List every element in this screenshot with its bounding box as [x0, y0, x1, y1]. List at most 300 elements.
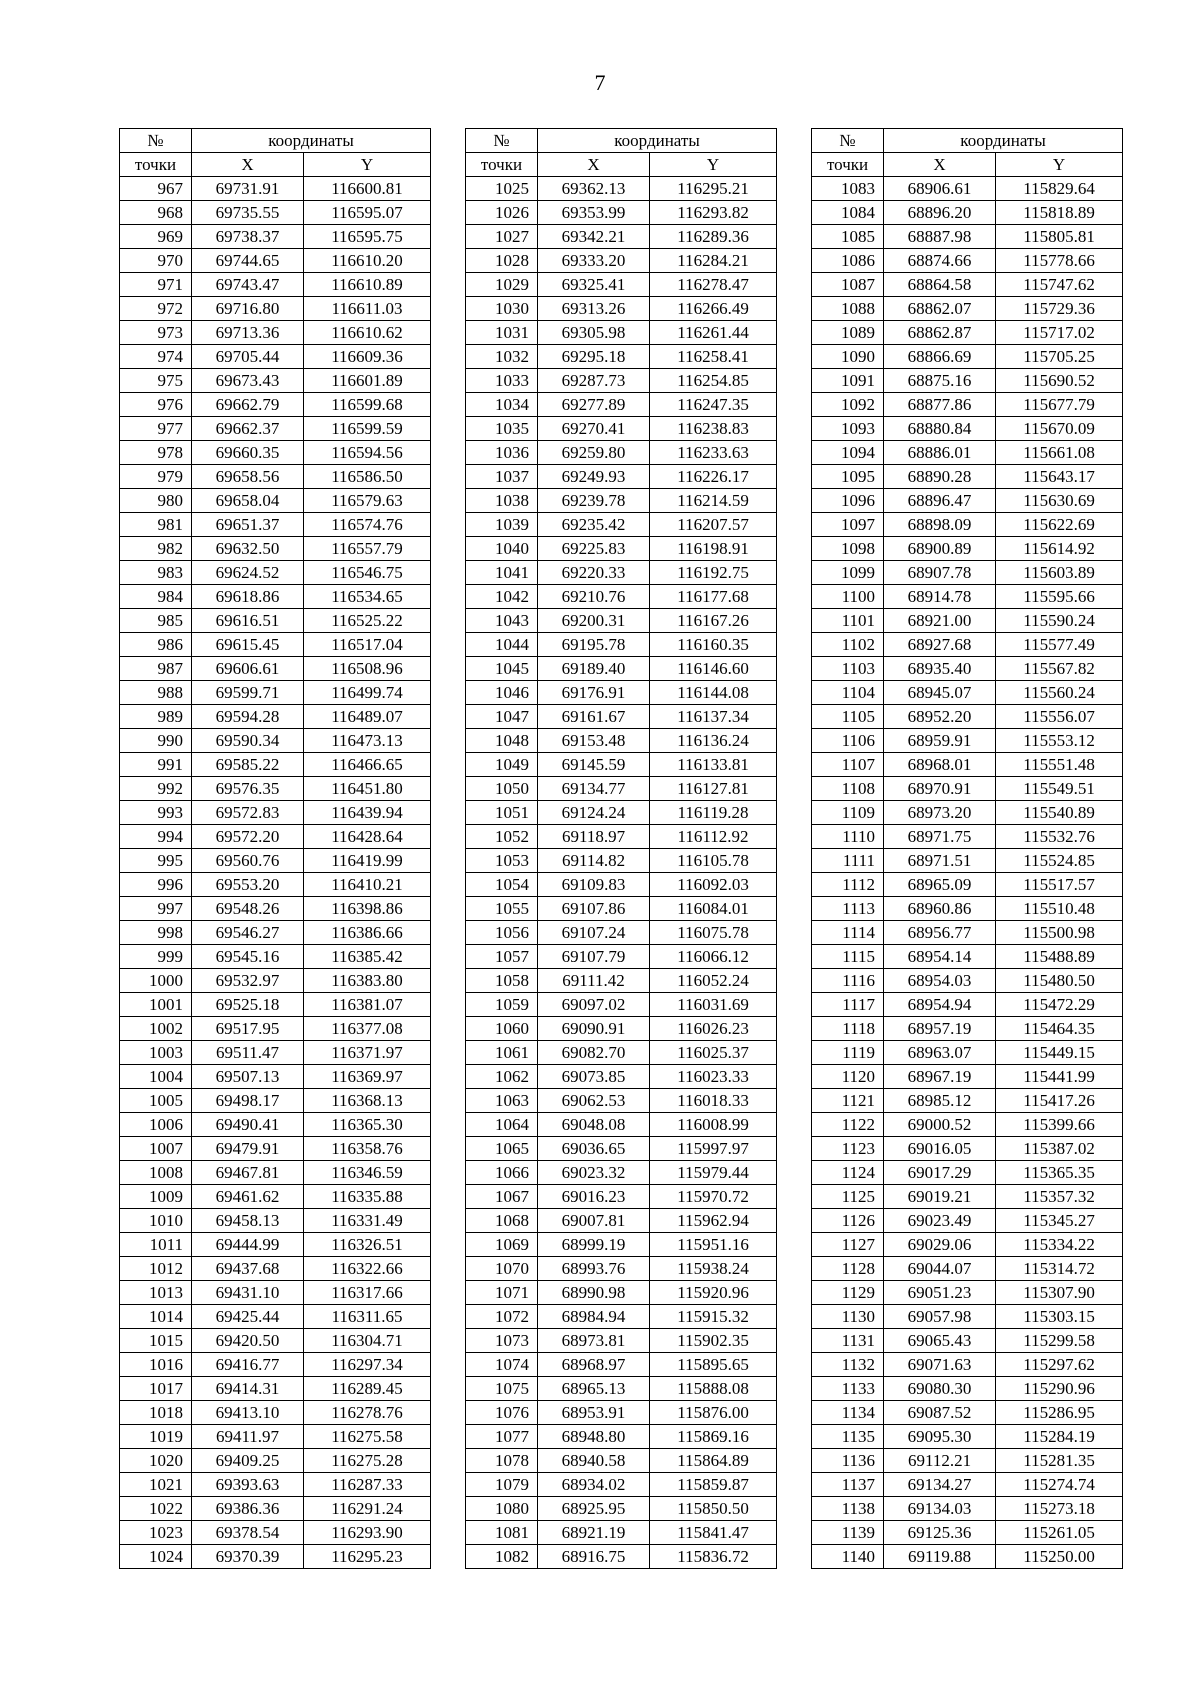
y-coordinate: 115284.19 — [996, 1425, 1123, 1449]
x-coordinate: 69305.98 — [538, 321, 650, 345]
table-row — [812, 945, 1123, 969]
table-row — [120, 417, 431, 441]
y-coordinate: 116499.74 — [304, 681, 431, 705]
point-number: 978 — [120, 441, 192, 465]
x-coordinate: 68956.77 — [884, 921, 996, 945]
x-coordinate: 68862.07 — [884, 297, 996, 321]
y-coordinate: 115915.32 — [650, 1305, 777, 1329]
point-number: 997 — [120, 897, 192, 921]
point-number: 1050 — [466, 777, 538, 801]
x-coordinate: 69479.91 — [192, 1137, 304, 1161]
y-coordinate: 115690.52 — [996, 369, 1123, 393]
x-coordinate: 69016.23 — [538, 1185, 650, 1209]
table-body — [812, 177, 1123, 1569]
table-row — [120, 1377, 431, 1401]
point-number: 973 — [120, 321, 192, 345]
point-number: 1068 — [466, 1209, 538, 1233]
point-number: 1093 — [812, 417, 884, 441]
x-coordinate: 69431.10 — [192, 1281, 304, 1305]
table-row — [120, 1209, 431, 1233]
point-number: 1102 — [812, 633, 884, 657]
x-coordinate: 68875.16 — [884, 369, 996, 393]
x-coordinate: 69220.33 — [538, 561, 650, 585]
table-body — [466, 177, 777, 1569]
x-coordinate: 69249.93 — [538, 465, 650, 489]
table-row — [120, 249, 431, 273]
x-coordinate: 68973.81 — [538, 1329, 650, 1353]
y-coordinate: 115517.57 — [996, 873, 1123, 897]
x-coordinate: 69409.25 — [192, 1449, 304, 1473]
table-row — [120, 657, 431, 681]
x-coordinate: 69420.50 — [192, 1329, 304, 1353]
y-coordinate: 116297.34 — [304, 1353, 431, 1377]
y-coordinate: 115540.89 — [996, 801, 1123, 825]
point-number: 1033 — [466, 369, 538, 393]
y-coordinate: 116119.28 — [650, 801, 777, 825]
point-number: 1140 — [812, 1545, 884, 1569]
table-row — [466, 273, 777, 297]
y-coordinate: 116311.65 — [304, 1305, 431, 1329]
point-number: 1045 — [466, 657, 538, 681]
table-row — [812, 177, 1123, 201]
y-coordinate: 115286.95 — [996, 1401, 1123, 1425]
y-coordinate: 115553.12 — [996, 729, 1123, 753]
point-number: 1030 — [466, 297, 538, 321]
point-number: 1103 — [812, 657, 884, 681]
x-coordinate: 68862.87 — [884, 321, 996, 345]
x-coordinate: 69124.24 — [538, 801, 650, 825]
table-row — [466, 1041, 777, 1065]
y-coordinate: 116025.37 — [650, 1041, 777, 1065]
x-coordinate: 68945.07 — [884, 681, 996, 705]
point-number: 990 — [120, 729, 192, 753]
y-coordinate: 116075.78 — [650, 921, 777, 945]
point-number: 1132 — [812, 1353, 884, 1377]
y-coordinate: 115622.69 — [996, 513, 1123, 537]
point-number: 1126 — [812, 1209, 884, 1233]
point-number: 1109 — [812, 801, 884, 825]
point-number: 1055 — [466, 897, 538, 921]
y-coordinate: 116609.36 — [304, 345, 431, 369]
point-number: 1046 — [466, 681, 538, 705]
y-coordinate: 116428.64 — [304, 825, 431, 849]
y-coordinate: 115399.66 — [996, 1113, 1123, 1137]
point-number: 1077 — [466, 1425, 538, 1449]
y-coordinate: 115747.62 — [996, 273, 1123, 297]
point-number: 1026 — [466, 201, 538, 225]
table-row — [812, 201, 1123, 225]
table-row — [120, 1017, 431, 1041]
point-number: 1121 — [812, 1089, 884, 1113]
header-y: Y — [650, 153, 777, 177]
table-row — [120, 1473, 431, 1497]
table-row — [812, 441, 1123, 465]
x-coordinate: 68985.12 — [884, 1089, 996, 1113]
table-row — [812, 537, 1123, 561]
table-row — [120, 1353, 431, 1377]
point-number: 1108 — [812, 777, 884, 801]
x-coordinate: 69594.28 — [192, 705, 304, 729]
point-number: 1007 — [120, 1137, 192, 1161]
x-coordinate: 68948.80 — [538, 1425, 650, 1449]
x-coordinate: 69525.18 — [192, 993, 304, 1017]
y-coordinate: 116133.81 — [650, 753, 777, 777]
point-number: 1029 — [466, 273, 538, 297]
y-coordinate: 115500.98 — [996, 921, 1123, 945]
point-number: 969 — [120, 225, 192, 249]
x-coordinate: 69016.05 — [884, 1137, 996, 1161]
y-coordinate: 116595.07 — [304, 201, 431, 225]
y-coordinate: 115261.05 — [996, 1521, 1123, 1545]
x-coordinate: 69029.06 — [884, 1233, 996, 1257]
point-number: 1044 — [466, 633, 538, 657]
point-number: 982 — [120, 537, 192, 561]
x-coordinate: 69210.76 — [538, 585, 650, 609]
x-coordinate: 69624.52 — [192, 561, 304, 585]
y-coordinate: 115729.36 — [996, 297, 1123, 321]
x-coordinate: 68921.00 — [884, 609, 996, 633]
point-number: 1060 — [466, 1017, 538, 1041]
y-coordinate: 116289.36 — [650, 225, 777, 249]
table-row — [120, 321, 431, 345]
y-coordinate: 115488.89 — [996, 945, 1123, 969]
table-row — [812, 729, 1123, 753]
x-coordinate: 68957.19 — [884, 1017, 996, 1041]
point-number: 1091 — [812, 369, 884, 393]
point-number: 1116 — [812, 969, 884, 993]
point-number: 1092 — [812, 393, 884, 417]
y-coordinate: 116594.56 — [304, 441, 431, 465]
table-row — [120, 849, 431, 873]
header-coords: координаты — [192, 129, 431, 153]
point-number: 1099 — [812, 561, 884, 585]
table-row — [812, 1041, 1123, 1065]
y-coordinate: 116595.75 — [304, 225, 431, 249]
x-coordinate: 69370.39 — [192, 1545, 304, 1569]
point-number: 996 — [120, 873, 192, 897]
y-coordinate: 116326.51 — [304, 1233, 431, 1257]
point-number: 1131 — [812, 1329, 884, 1353]
x-coordinate: 69087.52 — [884, 1401, 996, 1425]
point-number: 1080 — [466, 1497, 538, 1521]
point-number: 980 — [120, 489, 192, 513]
x-coordinate: 69458.13 — [192, 1209, 304, 1233]
point-number: 1105 — [812, 705, 884, 729]
y-coordinate: 115859.87 — [650, 1473, 777, 1497]
table-row — [812, 345, 1123, 369]
table-row — [466, 705, 777, 729]
x-coordinate: 69044.07 — [884, 1257, 996, 1281]
table-row — [812, 465, 1123, 489]
table-row — [466, 1185, 777, 1209]
y-coordinate: 115841.47 — [650, 1521, 777, 1545]
point-number: 1110 — [812, 825, 884, 849]
table-row — [466, 1017, 777, 1041]
point-number: 1115 — [812, 945, 884, 969]
y-coordinate: 116546.75 — [304, 561, 431, 585]
header-point: точки — [466, 153, 538, 177]
page-number: 7 — [594, 70, 606, 95]
point-number: 1043 — [466, 609, 538, 633]
y-coordinate: 116247.35 — [650, 393, 777, 417]
point-number: 1003 — [120, 1041, 192, 1065]
y-coordinate: 116574.76 — [304, 513, 431, 537]
table-row — [812, 1401, 1123, 1425]
point-number: 1090 — [812, 345, 884, 369]
table-row — [812, 225, 1123, 249]
y-coordinate: 116066.12 — [650, 945, 777, 969]
table-row — [120, 729, 431, 753]
table-row — [466, 201, 777, 225]
y-coordinate: 116331.49 — [304, 1209, 431, 1233]
table-row — [120, 1305, 431, 1329]
y-coordinate: 116261.44 — [650, 321, 777, 345]
point-number: 1130 — [812, 1305, 884, 1329]
x-coordinate: 69095.30 — [884, 1425, 996, 1449]
y-coordinate: 116525.22 — [304, 609, 431, 633]
y-coordinate: 115818.89 — [996, 201, 1123, 225]
y-coordinate: 116369.97 — [304, 1065, 431, 1089]
x-coordinate: 69134.27 — [884, 1473, 996, 1497]
table-row — [466, 489, 777, 513]
point-number: 1113 — [812, 897, 884, 921]
table-row — [466, 633, 777, 657]
x-coordinate: 69080.30 — [884, 1377, 996, 1401]
y-coordinate: 116610.62 — [304, 321, 431, 345]
x-coordinate: 68906.61 — [884, 177, 996, 201]
table-row — [812, 297, 1123, 321]
table-row — [812, 1089, 1123, 1113]
y-coordinate: 116317.66 — [304, 1281, 431, 1305]
point-number: 1075 — [466, 1377, 538, 1401]
x-coordinate: 69107.86 — [538, 897, 650, 921]
x-coordinate: 69239.78 — [538, 489, 650, 513]
x-coordinate: 69107.24 — [538, 921, 650, 945]
point-number: 1071 — [466, 1281, 538, 1305]
y-coordinate: 116254.85 — [650, 369, 777, 393]
y-coordinate: 116439.94 — [304, 801, 431, 825]
point-number: 1066 — [466, 1161, 538, 1185]
x-coordinate: 68898.09 — [884, 513, 996, 537]
y-coordinate: 116167.26 — [650, 609, 777, 633]
y-coordinate: 116451.80 — [304, 777, 431, 801]
table-row — [120, 1521, 431, 1545]
x-coordinate: 69590.34 — [192, 729, 304, 753]
point-number: 1120 — [812, 1065, 884, 1089]
point-number: 968 — [120, 201, 192, 225]
y-coordinate: 115869.16 — [650, 1425, 777, 1449]
table-row — [466, 369, 777, 393]
x-coordinate: 69735.55 — [192, 201, 304, 225]
x-coordinate: 68959.91 — [884, 729, 996, 753]
y-coordinate: 115441.99 — [996, 1065, 1123, 1089]
point-number: 1014 — [120, 1305, 192, 1329]
x-coordinate: 69057.98 — [884, 1305, 996, 1329]
y-coordinate: 115417.26 — [996, 1089, 1123, 1113]
y-coordinate: 115670.09 — [996, 417, 1123, 441]
x-coordinate: 68935.40 — [884, 657, 996, 681]
point-number: 1084 — [812, 201, 884, 225]
point-number: 1058 — [466, 969, 538, 993]
point-number: 1004 — [120, 1065, 192, 1089]
x-coordinate: 68967.19 — [884, 1065, 996, 1089]
table-row — [120, 1497, 431, 1521]
y-coordinate: 116368.13 — [304, 1089, 431, 1113]
x-coordinate: 69553.20 — [192, 873, 304, 897]
table-row — [466, 1497, 777, 1521]
table-row — [466, 1257, 777, 1281]
point-number: 1094 — [812, 441, 884, 465]
x-coordinate: 69411.97 — [192, 1425, 304, 1449]
y-coordinate: 115577.49 — [996, 633, 1123, 657]
x-coordinate: 69548.26 — [192, 897, 304, 921]
point-number: 1018 — [120, 1401, 192, 1425]
y-coordinate: 115850.50 — [650, 1497, 777, 1521]
table-row — [120, 465, 431, 489]
point-number: 1016 — [120, 1353, 192, 1377]
x-coordinate: 68965.13 — [538, 1377, 650, 1401]
x-coordinate: 69073.85 — [538, 1065, 650, 1089]
table-body — [120, 177, 431, 1569]
y-coordinate: 116293.90 — [304, 1521, 431, 1545]
table-row — [812, 1185, 1123, 1209]
y-coordinate: 116599.68 — [304, 393, 431, 417]
table-row — [120, 177, 431, 201]
x-coordinate: 69111.42 — [538, 969, 650, 993]
table-row — [120, 201, 431, 225]
x-coordinate: 69062.53 — [538, 1089, 650, 1113]
x-coordinate: 68993.76 — [538, 1257, 650, 1281]
table-row — [120, 705, 431, 729]
point-number: 1047 — [466, 705, 538, 729]
table-row — [812, 1353, 1123, 1377]
point-number: 1006 — [120, 1113, 192, 1137]
table-row — [466, 801, 777, 825]
y-coordinate: 116517.04 — [304, 633, 431, 657]
y-coordinate: 116599.59 — [304, 417, 431, 441]
table-row — [812, 513, 1123, 537]
table-row — [120, 1065, 431, 1089]
point-number: 1076 — [466, 1401, 538, 1425]
y-coordinate: 116419.99 — [304, 849, 431, 873]
table-row — [120, 1425, 431, 1449]
point-number: 1098 — [812, 537, 884, 561]
y-coordinate: 116258.41 — [650, 345, 777, 369]
y-coordinate: 116008.99 — [650, 1113, 777, 1137]
table-row — [120, 345, 431, 369]
x-coordinate: 69585.22 — [192, 753, 304, 777]
table-row — [466, 681, 777, 705]
y-coordinate: 115449.15 — [996, 1041, 1123, 1065]
y-coordinate: 116335.88 — [304, 1185, 431, 1209]
table-row — [120, 225, 431, 249]
x-coordinate: 69287.73 — [538, 369, 650, 393]
table-row — [120, 1161, 431, 1185]
table-row — [466, 1545, 777, 1569]
x-coordinate: 69507.13 — [192, 1065, 304, 1089]
x-coordinate: 69546.27 — [192, 921, 304, 945]
point-number: 1078 — [466, 1449, 538, 1473]
table-row — [812, 1473, 1123, 1497]
y-coordinate: 115314.72 — [996, 1257, 1123, 1281]
y-coordinate: 115590.24 — [996, 609, 1123, 633]
point-number: 1048 — [466, 729, 538, 753]
table-row — [812, 1065, 1123, 1089]
point-number: 1137 — [812, 1473, 884, 1497]
y-coordinate: 116146.60 — [650, 657, 777, 681]
table-row — [466, 609, 777, 633]
point-number: 1086 — [812, 249, 884, 273]
x-coordinate: 69118.97 — [538, 825, 650, 849]
table-row — [120, 1281, 431, 1305]
point-number: 1001 — [120, 993, 192, 1017]
table-row — [812, 897, 1123, 921]
table-row — [812, 1545, 1123, 1569]
y-coordinate: 115472.29 — [996, 993, 1123, 1017]
point-number: 1061 — [466, 1041, 538, 1065]
x-coordinate: 69176.91 — [538, 681, 650, 705]
y-coordinate: 116410.21 — [304, 873, 431, 897]
y-coordinate: 116192.75 — [650, 561, 777, 585]
table-row — [120, 441, 431, 465]
x-coordinate: 68960.86 — [884, 897, 996, 921]
x-coordinate: 69019.21 — [884, 1185, 996, 1209]
y-coordinate: 115365.35 — [996, 1161, 1123, 1185]
x-coordinate: 68925.95 — [538, 1497, 650, 1521]
x-coordinate: 69325.41 — [538, 273, 650, 297]
y-coordinate: 116377.08 — [304, 1017, 431, 1041]
y-coordinate: 116023.33 — [650, 1065, 777, 1089]
y-coordinate: 115951.16 — [650, 1233, 777, 1257]
point-number: 1036 — [466, 441, 538, 465]
x-coordinate: 69498.17 — [192, 1089, 304, 1113]
x-coordinate: 69107.79 — [538, 945, 650, 969]
x-coordinate: 69616.51 — [192, 609, 304, 633]
coordinate-table-2 — [465, 128, 777, 1569]
x-coordinate: 69023.32 — [538, 1161, 650, 1185]
y-coordinate: 115661.08 — [996, 441, 1123, 465]
point-number: 1111 — [812, 849, 884, 873]
point-number: 1063 — [466, 1089, 538, 1113]
x-coordinate: 69662.79 — [192, 393, 304, 417]
table-row — [466, 441, 777, 465]
table-row — [466, 1113, 777, 1137]
y-coordinate: 116092.03 — [650, 873, 777, 897]
point-number: 1135 — [812, 1425, 884, 1449]
y-coordinate: 116275.58 — [304, 1425, 431, 1449]
y-coordinate: 116105.78 — [650, 849, 777, 873]
y-coordinate: 115345.27 — [996, 1209, 1123, 1233]
table-row — [120, 1401, 431, 1425]
table-row — [120, 801, 431, 825]
y-coordinate: 116508.96 — [304, 657, 431, 681]
x-coordinate: 68971.51 — [884, 849, 996, 873]
table-row — [812, 1113, 1123, 1137]
point-number: 995 — [120, 849, 192, 873]
x-coordinate: 68965.09 — [884, 873, 996, 897]
table-row — [120, 297, 431, 321]
point-number: 967 — [120, 177, 192, 201]
x-coordinate: 69161.67 — [538, 705, 650, 729]
table-row — [812, 393, 1123, 417]
x-coordinate: 69000.52 — [884, 1113, 996, 1137]
x-coordinate: 69731.91 — [192, 177, 304, 201]
table-row — [120, 1137, 431, 1161]
table-row — [812, 801, 1123, 825]
y-coordinate: 116358.76 — [304, 1137, 431, 1161]
table-row — [812, 1497, 1123, 1521]
x-coordinate: 68886.01 — [884, 441, 996, 465]
